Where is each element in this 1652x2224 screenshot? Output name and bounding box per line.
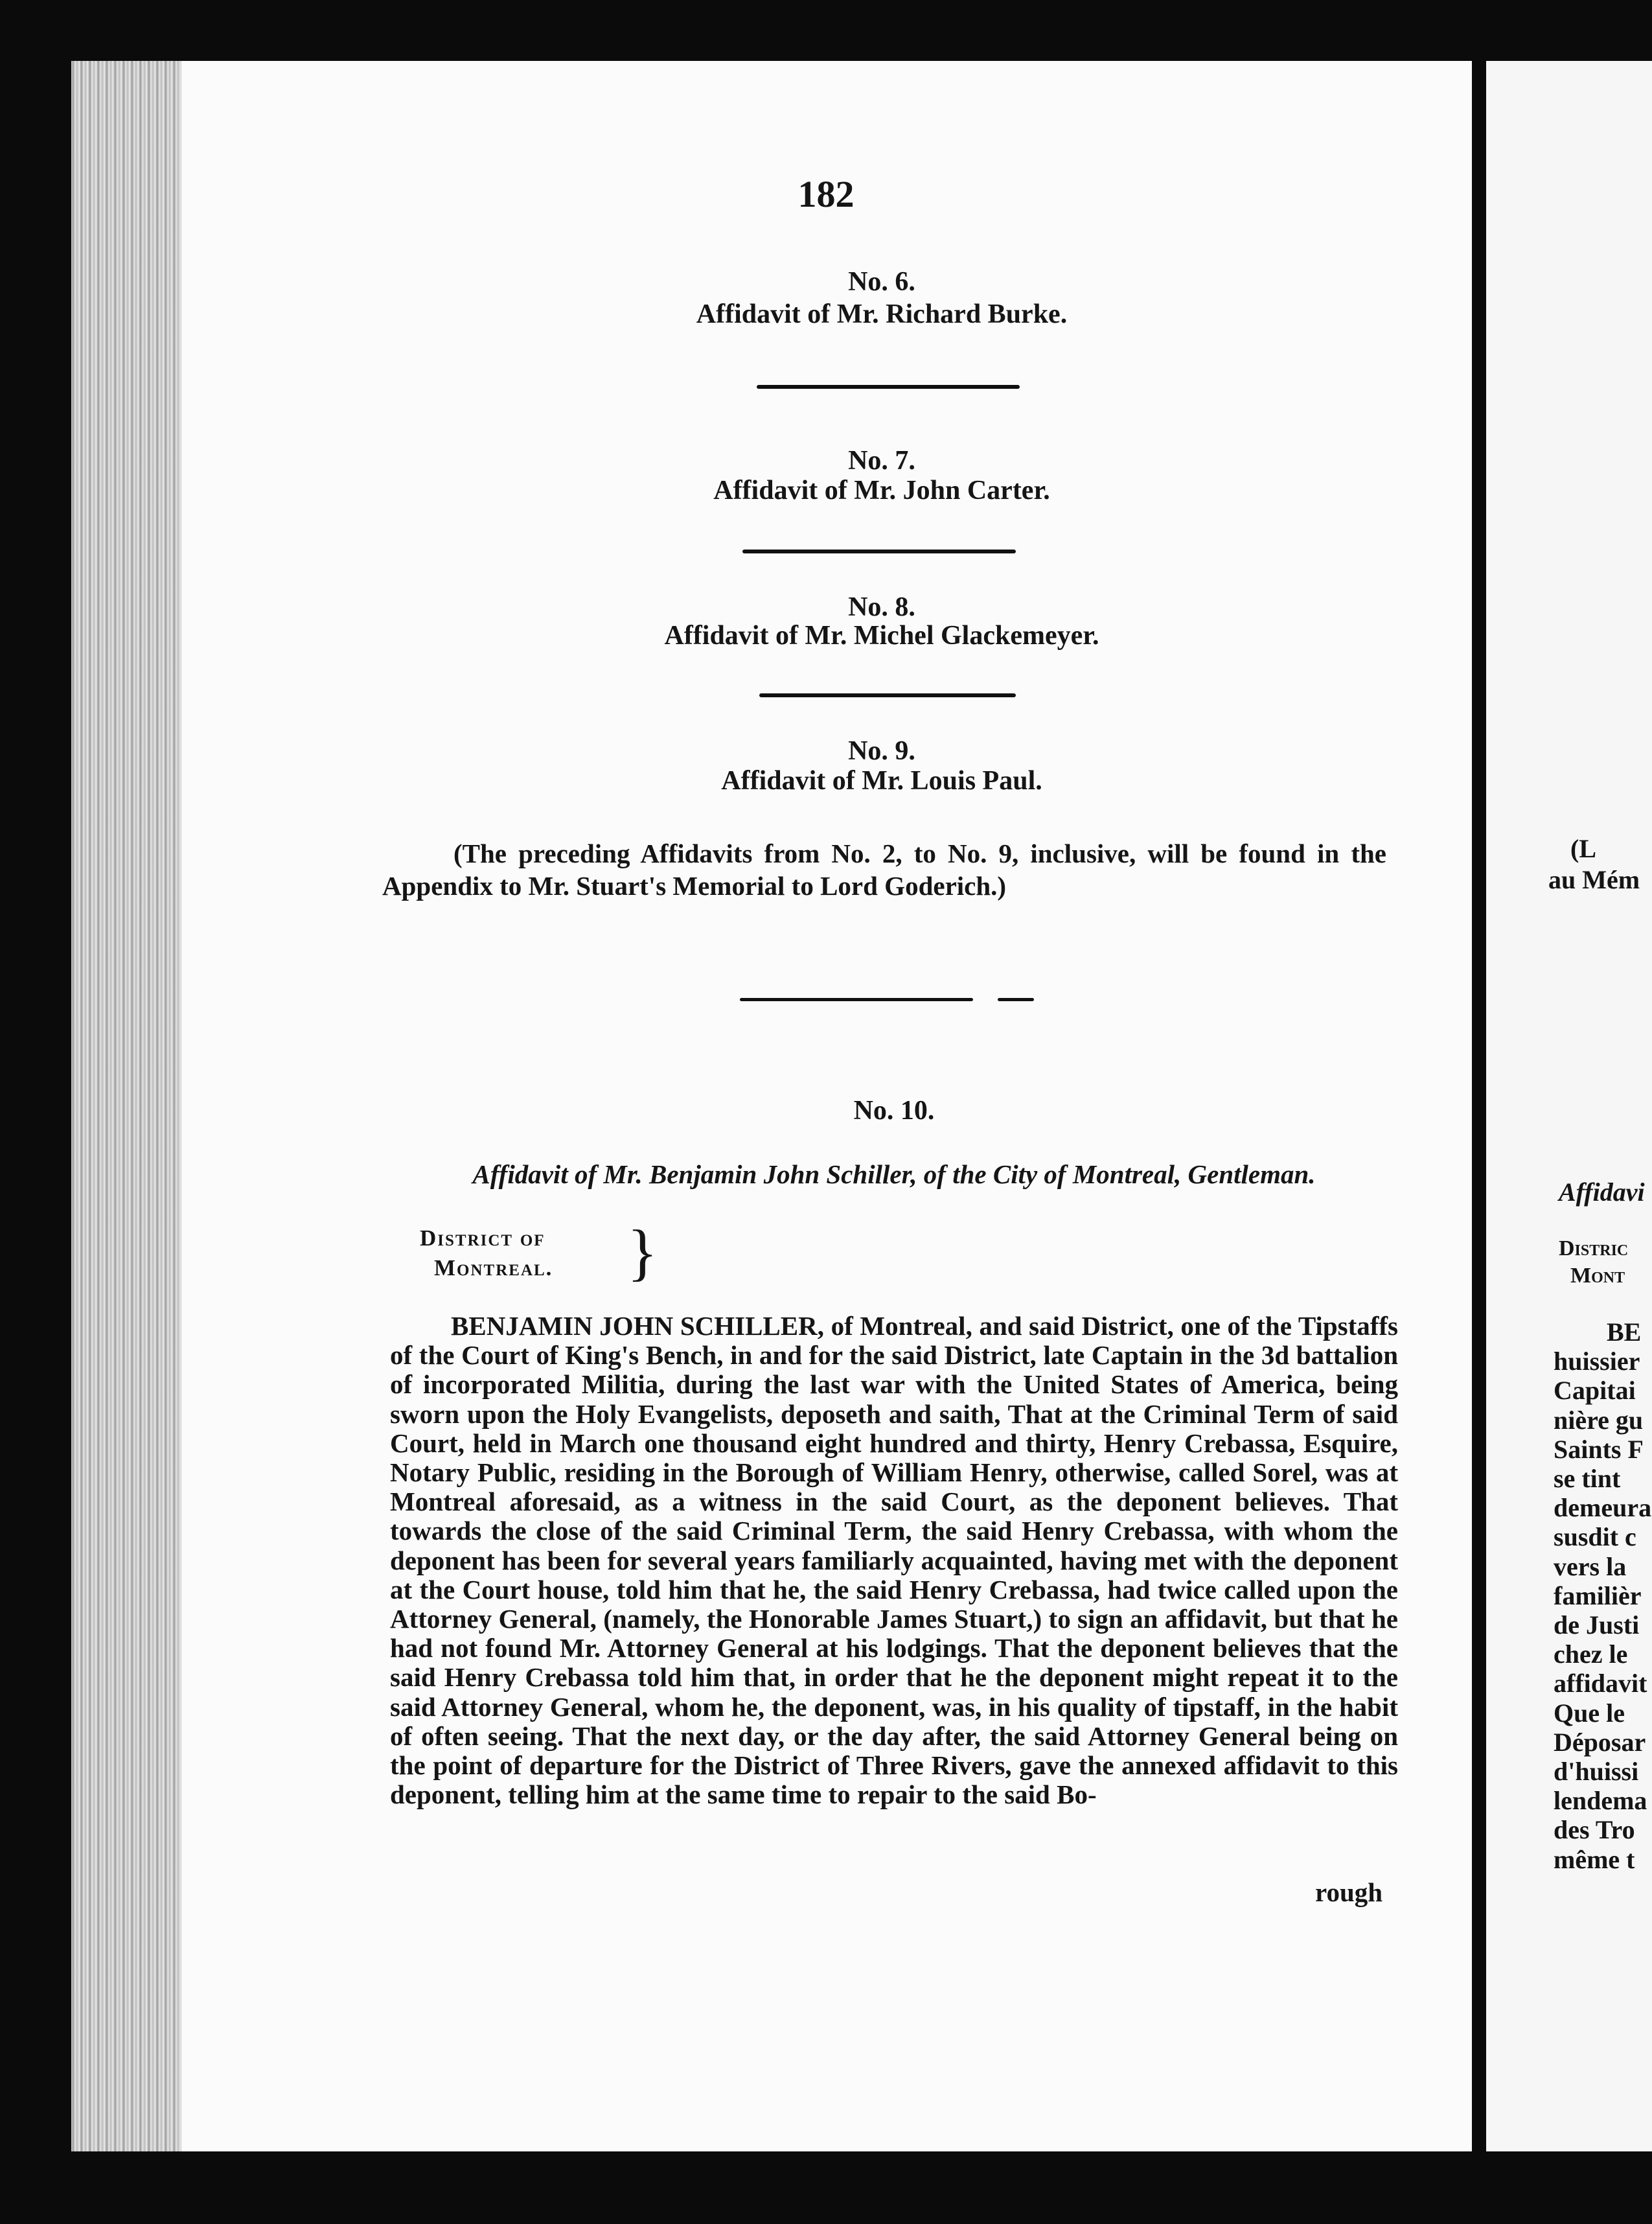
facing-body-line: des Tro	[1554, 1815, 1635, 1845]
section-number: No. 10.	[853, 1096, 935, 1126]
entry-title: Affidavit of Mr. Michel Glackemeyer.	[664, 621, 1099, 651]
facing-body-line: se tint	[1554, 1464, 1621, 1493]
divider-rule	[740, 998, 973, 1001]
entry-title: Affidavit of Mr. Richard Burke.	[696, 299, 1068, 329]
facing-body-line: chez le	[1554, 1639, 1628, 1669]
facing-body-line: Capitai	[1554, 1376, 1636, 1406]
facing-body-line: BE	[1607, 1317, 1642, 1347]
facing-body-line: d'huissi	[1554, 1757, 1639, 1786]
brace-icon: }	[627, 1218, 658, 1288]
divider-rule	[998, 998, 1034, 1001]
entry-number: No. 8.	[848, 592, 915, 622]
facing-title-fragment: Affidavi	[1559, 1177, 1645, 1207]
facing-body-line: demeura	[1554, 1493, 1652, 1523]
facing-body-line: Saints F	[1554, 1434, 1644, 1464]
facing-body-line: de Justi	[1554, 1610, 1640, 1639]
district-line: District of	[420, 1225, 545, 1251]
facing-body-line: familièr	[1554, 1581, 1642, 1610]
facing-note-fragment: au Mém	[1548, 865, 1640, 894]
continuation-word: rough	[1315, 1877, 1383, 1907]
entry-number: No. 9.	[848, 736, 915, 766]
affidavits-note: (The preceding Affidavits from No. 2, to No. 9, inclusive, will be found in the Appendix to Mr. Stuart's Memorial to Lord Goderich.)	[382, 839, 1386, 901]
facing-district-fragment: Distric	[1559, 1236, 1629, 1260]
facing-body-line: lendema	[1554, 1786, 1647, 1816]
divider-rule	[742, 550, 1016, 553]
page-number: 182	[797, 173, 855, 215]
facing-body-line: Déposar	[1554, 1727, 1646, 1757]
facing-body-line: même t	[1554, 1844, 1635, 1874]
district-line: Montreal.	[434, 1255, 553, 1280]
affidavit-title: Affidavit of Mr. Benjamin John Schiller, of the City of Montreal, Gentleman.	[472, 1159, 1316, 1189]
facing-body-line: affidavit	[1554, 1669, 1647, 1698]
divider-rule	[759, 693, 1016, 697]
facing-body-line: nière gu	[1554, 1405, 1644, 1435]
facing-body-line: Que le	[1554, 1698, 1625, 1728]
facing-note-fragment: (L	[1570, 834, 1596, 863]
affidavit-body: BENJAMIN JOHN SCHILLER, of Montreal, and said District, one of the Tipstaffs of the Court of King's Bench, in and for the said District, late Captain in the 3d battalion of incorporated Militia, during the last war with the United States of America, being sworn upon the Holy Evangelists, deposeth and saith, That at the Criminal Term of said Court, held in March one thousand eight hundred and thirty, Henry Crebassa, Esquire, Notary Public, residing in the Borough of William Henry, otherwise, called Sorel, was at Montreal aforesaid, as a witness in the said Court, as the deponent believes. That towards the close of the said Criminal Term, the said Henry Crebassa, with whom the deponent has been for several years familiarly acquainted, having met with the deponent at the Court house, told him that he, the said Henry Crebassa, had twice called upon the Attorney General, (namely, the Honorable James Stuart,) to sign an affidavit, but that he had not found Mr. Attorney General at his lodgings. That the deponent believes that the said Henry Crebassa told him that, in order that he the deponent might repeat it to the said Attorney General, whom he, the deponent, was, in his quality of tipstaff, in the habit of often seeing. That the next day, or the day after, the said Attorney General being on the point of departure for the District of Three Rivers, gave the annexed affidavit to this deponent, telling him at the same time to repair to the said Bo-	[390, 1311, 1398, 1810]
facing-body-line: huissier	[1554, 1347, 1640, 1376]
entry-title: Affidavit of Mr. Louis Paul.	[721, 766, 1042, 796]
entry-title: Affidavit of Mr. John Carter.	[713, 476, 1050, 505]
divider-rule	[757, 385, 1020, 389]
facing-district-fragment: Mont	[1570, 1264, 1625, 1288]
district-label	[420, 1223, 553, 1283]
entry-number: No. 7.	[848, 446, 915, 476]
facing-body-line: susdit c	[1554, 1522, 1636, 1552]
facing-body-line: vers la	[1554, 1551, 1627, 1581]
entry-number: No. 6.	[848, 267, 915, 297]
